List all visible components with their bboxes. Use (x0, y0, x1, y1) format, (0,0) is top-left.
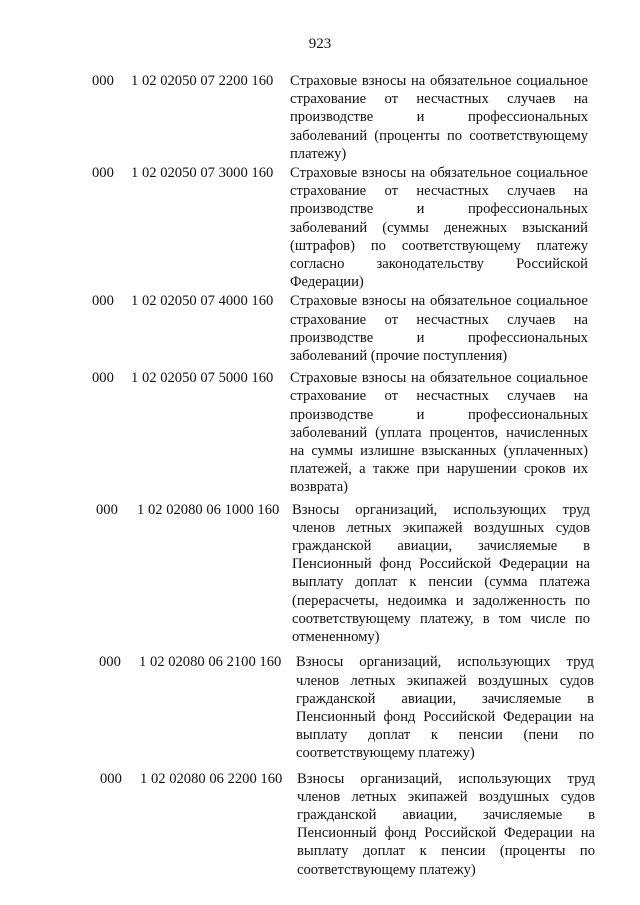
kbk-code: 1 02 02050 07 2200 160 (131, 73, 274, 89)
kbk-code: 1 02 02080 06 2200 160 (140, 770, 283, 787)
kbk-code: 1 02 02050 07 5000 160 (131, 370, 274, 387)
list-item (0, 72, 640, 163)
page-number: 923 (308, 36, 332, 52)
entry-description: Страховые взносы на обязательное социальное страхование от несчастных случаев на производстве и профессиональных заболеваний (проценты по соответствующему платежу) (290, 73, 588, 162)
list-item (0, 501, 640, 647)
list-item (0, 369, 640, 496)
entry-description: Взносы организаций, использующих труд членов летных экипажей воздушных судов гражданской авиации, зачисляемые в Пенсионный фонд Российской Федерации на выплату доплат к пенсии (сумма платежа (перерасчеты, недоимка и задолженность по соответствующему платежу, в том числе по отмененному) (292, 501, 590, 646)
kbk-code: 1 02 02080 06 1000 160 (137, 501, 280, 518)
budget-code-list (0, 72, 640, 879)
admin-code: 000 (100, 770, 122, 787)
list-item (0, 292, 640, 365)
entry-description: Страховые взносы на обязательное социальное страхование от несчастных случаев на производстве и профессиональных заболеваний (суммы денежных взысканий (штрафов) по соответствующему платежу согласно законодательству Российской Федерации) (290, 165, 588, 291)
kbk-code: 1 02 02050 07 4000 160 (131, 293, 274, 310)
admin-code: 000 (92, 73, 114, 89)
entry-description: Страховые взносы на обязательное социальное страхование от несчастных случаев на производстве и профессиональных заболеваний (прочие поступления) (290, 293, 588, 365)
admin-code: 000 (96, 501, 118, 518)
admin-code: 000 (92, 370, 114, 387)
list-item (0, 653, 640, 762)
admin-code: 000 (92, 293, 114, 310)
entry-description: Взносы организаций, использующих труд членов летных экипажей воздушных судов гражданской авиации, зачисляемые в Пенсионный фонд Российской Федерации на выплату доплат к пенсии (пени по соответствующему платежу) (296, 654, 594, 762)
admin-code: 000 (92, 165, 114, 182)
kbk-code: 1 02 02050 07 3000 160 (131, 165, 274, 182)
kbk-code: 1 02 02080 06 2100 160 (139, 654, 282, 671)
admin-code: 000 (99, 654, 121, 671)
entry-description: Страховые взносы на обязательное социальное страхование от несчастных случаев на производстве и профессиональных заболеваний (уплата процентов, начисленных на суммы излишне взысканных (уплаченных) платежей, а также при нарушении сроков их возврата) (290, 370, 588, 496)
entry-description: Взносы организаций, использующих труд членов летных экипажей воздушных судов гражданской авиации, зачисляемые в Пенсионный фонд Российской Федерации на выплату доплат к пенсии (проценты по соответствующему платежу) (297, 770, 595, 878)
list-item (0, 164, 640, 291)
list-item (0, 770, 640, 879)
